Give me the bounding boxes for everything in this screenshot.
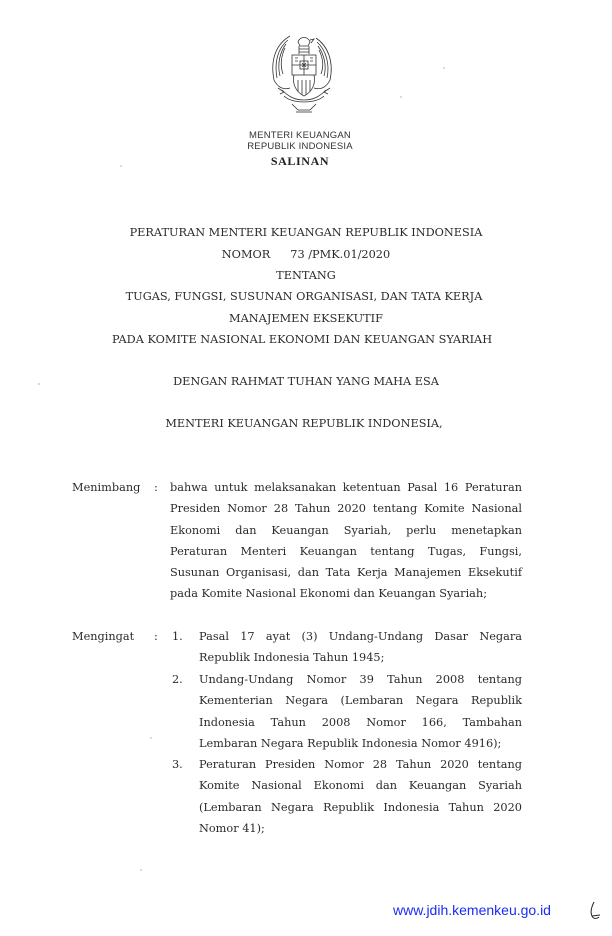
subject-line-2: MANAJEMEN EKSEKUTIF <box>229 312 383 325</box>
menimbang-line: Susunan Organisasi, dan Tata Kerja Manajemen Eksekutif <box>170 566 522 580</box>
mengingat-item-2 <box>199 669 522 754</box>
subject-line-1: TUGAS, FUNGSI, SUSUNAN ORGANISASI, DAN TATA KERJA <box>125 290 483 303</box>
mengingat-item-number: 2. <box>172 673 183 686</box>
nomor-value: 73 /PMK.01/2020 <box>290 248 391 261</box>
mengingat-item-number: 3. <box>172 758 183 771</box>
menimbang-line: Peraturan Menteri Keuangan tentang Tugas, Fungsi, <box>170 544 522 558</box>
mengingat-item-3 <box>199 754 522 839</box>
paraf-signature-icon <box>588 900 602 922</box>
mengingat-item-line: Nomor 41); <box>199 821 265 835</box>
salinan-stamp: SALINAN <box>270 154 330 168</box>
mengingat-item-line: Kementerian Negara (Lembaran Negara Republik <box>199 694 522 708</box>
mengingat-item-line: (Lembaran Negara Republik Indonesia Tahun 2020 <box>199 800 522 814</box>
mengingat-item-line: Lembaran Negara Republik Indonesia Nomor 4916); <box>199 736 502 750</box>
scan-speck <box>443 67 445 69</box>
regulation-title: PERATURAN MENTERI KEUANGAN REPUBLIK INDONESIA <box>129 226 483 239</box>
mengingat-item-line: Undang-Undang Nomor 39 Tahun 2008 tentang <box>199 673 522 686</box>
menimbang-label: Menimbang <box>72 481 141 494</box>
mengingat-item-line: Komite Nasional Ekonomi dan Keuangan Syariah <box>199 779 522 793</box>
mengingat-colon: : <box>154 630 158 643</box>
menimbang-line: pada Komite Nasional Ekonomi dan Keuangan Syariah; <box>170 587 487 601</box>
scan-speck <box>38 383 40 385</box>
mengingat-item-line: Peraturan Presiden Nomor 28 Tahun 2020 tentang <box>199 758 522 771</box>
menimbang-line: Presiden Nomor 28 Tahun 2020 tentang Komite Nasional <box>170 502 522 516</box>
issuing-authority: MENTERI KEUANGAN REPUBLIK INDONESIA, <box>165 417 443 430</box>
menimbang-paragraph <box>170 477 522 605</box>
menimbang-colon: : <box>154 481 158 494</box>
scan-speck <box>120 165 122 167</box>
mengingat-item-number: 1. <box>172 630 183 643</box>
mengingat-item-1 <box>199 626 522 669</box>
letterhead-line-2: REPUBLIK INDONESIA <box>247 141 353 152</box>
invocation: DENGAN RAHMAT TUHAN YANG MAHA ESA <box>173 375 439 388</box>
subject-line-3: PADA KOMITE NASIONAL EKONOMI DAN KEUANGAN SYARIAH <box>111 333 493 346</box>
regulation-number <box>0 248 612 261</box>
tentang-heading: TENTANG <box>276 269 336 282</box>
scan-speck <box>400 96 402 98</box>
mengingat-label: Mengingat <box>72 630 135 643</box>
jdih-website-link[interactable]: www.jdih.kemenkeu.go.id <box>393 902 551 918</box>
menimbang-line: bahwa untuk melaksanakan ketentuan Pasal 16 Peraturan <box>170 481 522 494</box>
mengingat-item-line: Republik Indonesia Tahun 1945; <box>199 651 385 665</box>
scan-speck <box>150 737 152 739</box>
menimbang-line: Ekonomi dan Keuangan Syariah, perlu menetapkan <box>170 523 522 537</box>
garuda-emblem-icon <box>262 30 342 120</box>
letterhead-line-1: MENTERI KEUANGAN <box>249 130 351 141</box>
mengingat-item-line: Indonesia Tahun 2008 Nomor 166, Tambahan <box>199 715 522 729</box>
scan-speck <box>140 869 142 871</box>
nomor-label: NOMOR <box>221 248 271 261</box>
mengingat-item-line: Pasal 17 ayat (3) Undang-Undang Dasar Negara <box>199 630 522 643</box>
